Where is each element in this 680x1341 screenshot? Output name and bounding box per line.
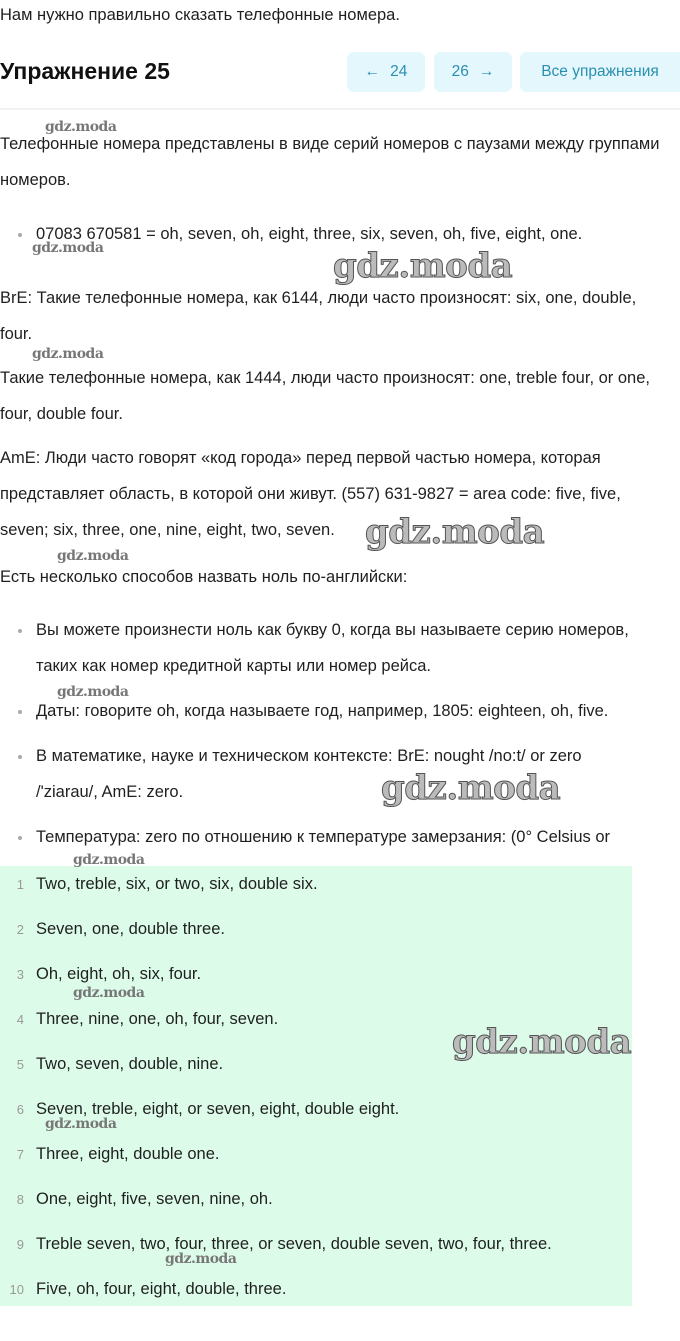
paragraph: Такие телефонные номера, как 1444, люди часто произносят: one, treble four, or one, four, double four.	[0, 369, 650, 423]
answer-item	[0, 1184, 632, 1214]
answer-text: Seven, one, double three.	[36, 919, 225, 938]
answer-text: Two, treble, six, or two, six, double six.	[36, 874, 318, 893]
watermark: gdz.moda	[45, 119, 117, 135]
watermark: gdz.moda	[365, 512, 545, 552]
watermark: gdz.moda	[73, 852, 145, 868]
answer-item	[0, 914, 632, 944]
answer-number: 3	[16, 966, 24, 982]
watermark: gdz.moda	[73, 985, 145, 1001]
answer-number: 8	[16, 1191, 24, 1207]
answer-number: 9	[16, 1236, 24, 1252]
watermark: gdz.moda	[32, 346, 104, 362]
prev-label: 24	[390, 63, 408, 80]
divider	[0, 108, 680, 110]
answer-item	[0, 1004, 632, 1034]
intro-text: Нам нужно правильно сказать телефонные номера.	[0, 6, 400, 24]
answer-text: One, eight, five, seven, nine, oh.	[36, 1189, 273, 1208]
answer-text: Two, seven, double, nine.	[36, 1054, 224, 1073]
next-exercise-button[interactable]	[434, 52, 512, 92]
answer-number: 1	[16, 876, 24, 892]
paragraph: AmE: Люди часто говорят «код города» перед первой частью номера, которая представляет область, в которой они живут. (557) 631-9827 = area code: five, five, seven; six, three, one, nine, eight, two, seven.	[0, 449, 621, 539]
answer-text: Oh, eight, oh, six, four.	[36, 964, 202, 983]
list-item: 07083 670581 = oh, seven, oh, eight, three, six, seven, oh, five, eight, one.	[36, 216, 676, 252]
answer-item	[0, 1049, 632, 1079]
page-title: Упражнение 25	[0, 58, 170, 84]
next-label: 26	[451, 63, 469, 80]
watermark: gdz.moda	[57, 548, 129, 564]
answer-number: 10	[9, 1281, 24, 1297]
answer-item	[0, 1094, 632, 1124]
answer-number: 4	[16, 1011, 24, 1027]
watermark: gdz.moda	[32, 240, 104, 256]
paragraph: Телефонные номера представлены в виде серий номеров с паузами между группами номеров.	[0, 135, 660, 189]
answer-item	[0, 959, 632, 989]
watermark: gdz.moda	[57, 684, 129, 700]
answer-number: 6	[16, 1101, 24, 1117]
answer-number: 5	[16, 1056, 24, 1072]
answer-number: 7	[16, 1146, 24, 1162]
list-item: В математике, науке и техническом контексте: BrE: nought /no:t/ or zero /'ziarau/, AmE: zero.	[36, 738, 646, 810]
answer-text: Seven, treble, eight, or seven, eight, double eight.	[36, 1099, 400, 1118]
answer-item	[0, 869, 632, 899]
list-item: Вы можете произнести ноль как букву 0, когда вы называете серию номеров, таких как номер кредитной карты или номер рейса.	[36, 612, 636, 684]
answer-text: Three, eight, double one.	[36, 1144, 220, 1163]
all-exercises-button[interactable]: Все упражнения	[520, 52, 680, 92]
answer-text: Three, nine, one, oh, four, seven.	[36, 1009, 279, 1028]
answer-text: Treble seven, two, four, three, or seven, double seven, two, four, three.	[36, 1234, 552, 1253]
answer-item	[0, 1274, 632, 1304]
list-item: Температура: zero по отношению к температуре замерзания: (0° Celsius or	[36, 819, 676, 855]
watermark: gdz.moda	[452, 1022, 632, 1062]
answer-number: 2	[16, 921, 24, 937]
watermark: gdz.moda	[165, 1251, 237, 1267]
answer-text: Five, oh, four, eight, double, three.	[36, 1279, 287, 1298]
arrow-right-icon: →	[478, 63, 495, 80]
paragraph: Есть несколько способов назвать ноль по-английски:	[0, 568, 408, 586]
answer-item	[0, 1229, 632, 1259]
watermark: gdz.moda	[381, 768, 561, 808]
list-item: Даты: говорите oh, когда называете год, например, 1805: eighteen, oh, five.	[36, 693, 676, 729]
watermark: gdz.moda	[333, 246, 513, 286]
paragraph: BrE: Такие телефонные номера, как 6144, люди часто произносят: six, one, double, four.	[0, 289, 637, 343]
answer-item	[0, 1139, 632, 1169]
prev-exercise-button[interactable]	[347, 52, 425, 92]
arrow-left-icon: ←	[364, 63, 381, 80]
watermark: gdz.moda	[45, 1116, 117, 1132]
